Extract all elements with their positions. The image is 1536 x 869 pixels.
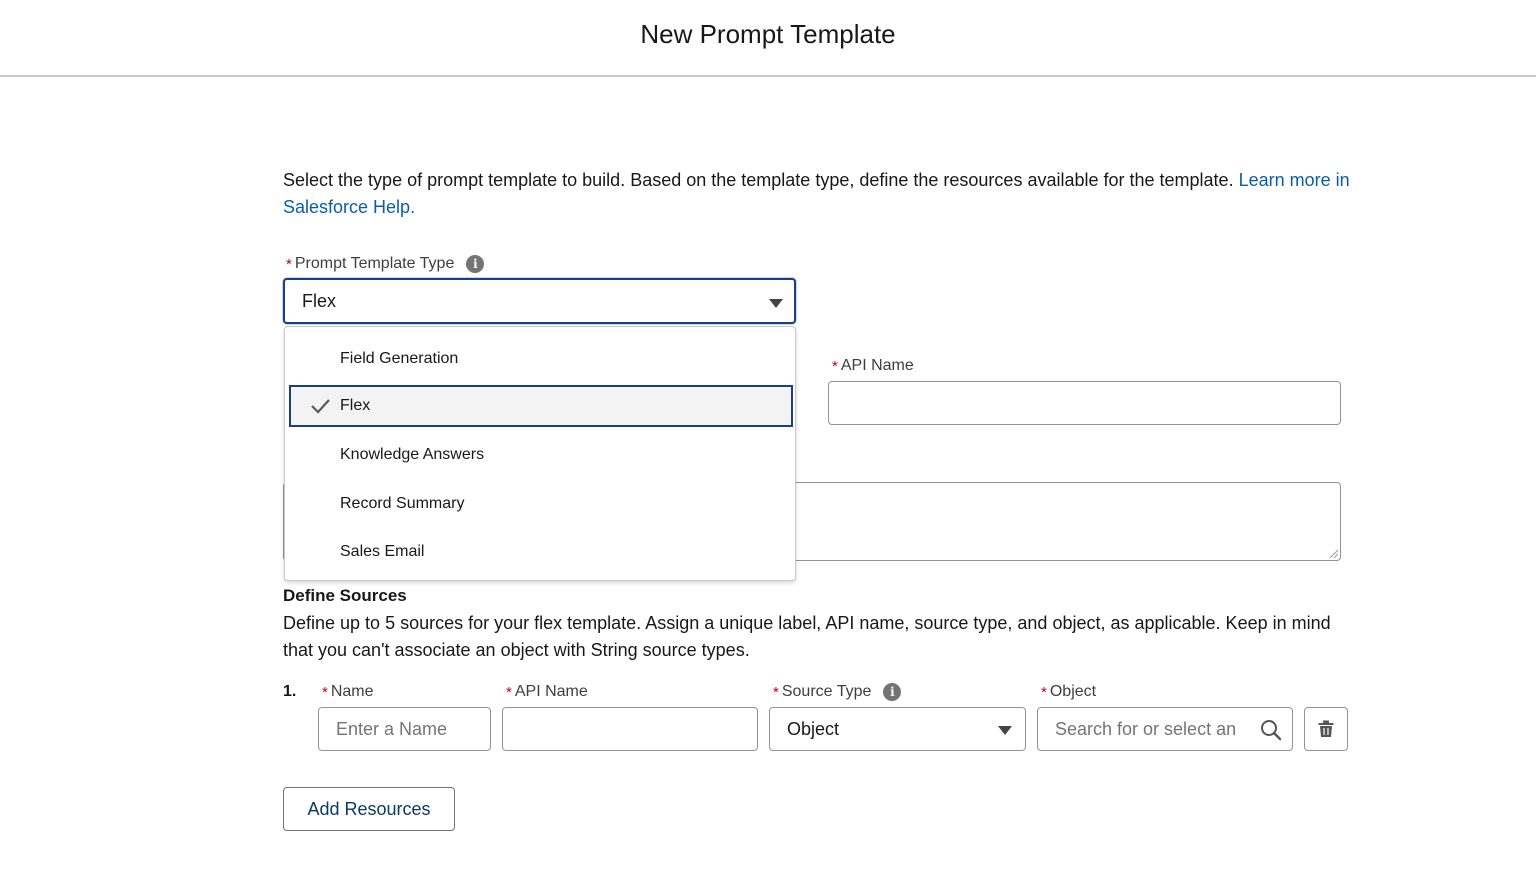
source-type-label-text: Source Type bbox=[781, 683, 872, 700]
info-icon[interactable]: i bbox=[883, 683, 901, 701]
info-icon[interactable]: i bbox=[466, 255, 484, 273]
required-mark: * bbox=[1041, 683, 1047, 701]
source-name-input[interactable] bbox=[318, 707, 491, 751]
intro-text bbox=[283, 167, 1353, 220]
section-title: Define Sources bbox=[283, 586, 407, 605]
delete-source-button[interactable] bbox=[1304, 707, 1348, 751]
required-mark: * bbox=[322, 683, 328, 701]
option-label: Flex bbox=[340, 397, 371, 414]
source-name-placeholder: Enter a Name bbox=[336, 718, 448, 739]
help-link[interactable]: Learn more in Salesforce Help. bbox=[283, 170, 1350, 217]
add-resources-button[interactable]: Add Resources bbox=[283, 787, 455, 831]
required-mark: * bbox=[506, 683, 512, 701]
modal-header bbox=[0, 0, 1536, 77]
api-name-label-text: API Name bbox=[840, 357, 914, 374]
page-title: New Prompt Template bbox=[640, 19, 896, 49]
required-mark: * bbox=[286, 255, 292, 273]
option-knowledge-answers[interactable] bbox=[289, 434, 793, 476]
source-api-name-label bbox=[506, 683, 588, 701]
template-type-label bbox=[286, 255, 484, 273]
source-type-value: Object bbox=[787, 718, 840, 739]
option-label: Knowledge Answers bbox=[340, 446, 485, 463]
source-api-name-input[interactable] bbox=[502, 707, 758, 751]
source-name-label-text: Name bbox=[330, 683, 374, 700]
template-type-value: Flex bbox=[302, 290, 337, 311]
option-field-generation[interactable] bbox=[289, 338, 793, 380]
option-record-summary[interactable] bbox=[289, 483, 793, 525]
source-object-placeholder: Search for or select an bbox=[1055, 718, 1237, 739]
source-name-label bbox=[322, 683, 374, 701]
option-label: Record Summary bbox=[340, 495, 465, 512]
api-name-input[interactable] bbox=[828, 381, 1341, 425]
source-type-combobox[interactable] bbox=[769, 707, 1026, 751]
source-object-label-text: Object bbox=[1049, 683, 1097, 700]
trash-icon bbox=[1318, 720, 1334, 738]
required-mark: * bbox=[773, 683, 779, 701]
resize-handle-icon[interactable] bbox=[1328, 548, 1338, 558]
section-description: Define up to 5 sources for your flex template. Assign a unique label, API name, source type, and object, as applicable. Keep in mind that you can't associate an object with String source types. bbox=[283, 613, 1331, 660]
template-type-label-text: Prompt Template Type bbox=[294, 255, 455, 272]
option-sales-email[interactable] bbox=[289, 531, 793, 573]
template-type-listbox bbox=[284, 326, 796, 581]
template-type-combobox[interactable] bbox=[283, 278, 796, 324]
source-type-label bbox=[773, 683, 901, 701]
required-mark: * bbox=[832, 357, 838, 375]
intro-body: Select the type of prompt template to build. Based on the template type, define the resources available for the template. bbox=[283, 170, 1239, 190]
source-object-label bbox=[1041, 683, 1096, 701]
option-label: Field Generation bbox=[340, 350, 459, 367]
source-row-number: 1. bbox=[283, 683, 297, 700]
search-icon[interactable] bbox=[1260, 719, 1282, 741]
option-flex[interactable] bbox=[289, 385, 793, 427]
source-object-input[interactable] bbox=[1037, 707, 1293, 751]
caret-down-icon bbox=[769, 299, 783, 308]
api-name-label bbox=[832, 357, 914, 375]
option-label: Sales Email bbox=[340, 543, 425, 560]
check-icon bbox=[310, 398, 330, 414]
caret-down-icon bbox=[998, 726, 1012, 735]
source-api-name-label-text: API Name bbox=[514, 683, 588, 700]
